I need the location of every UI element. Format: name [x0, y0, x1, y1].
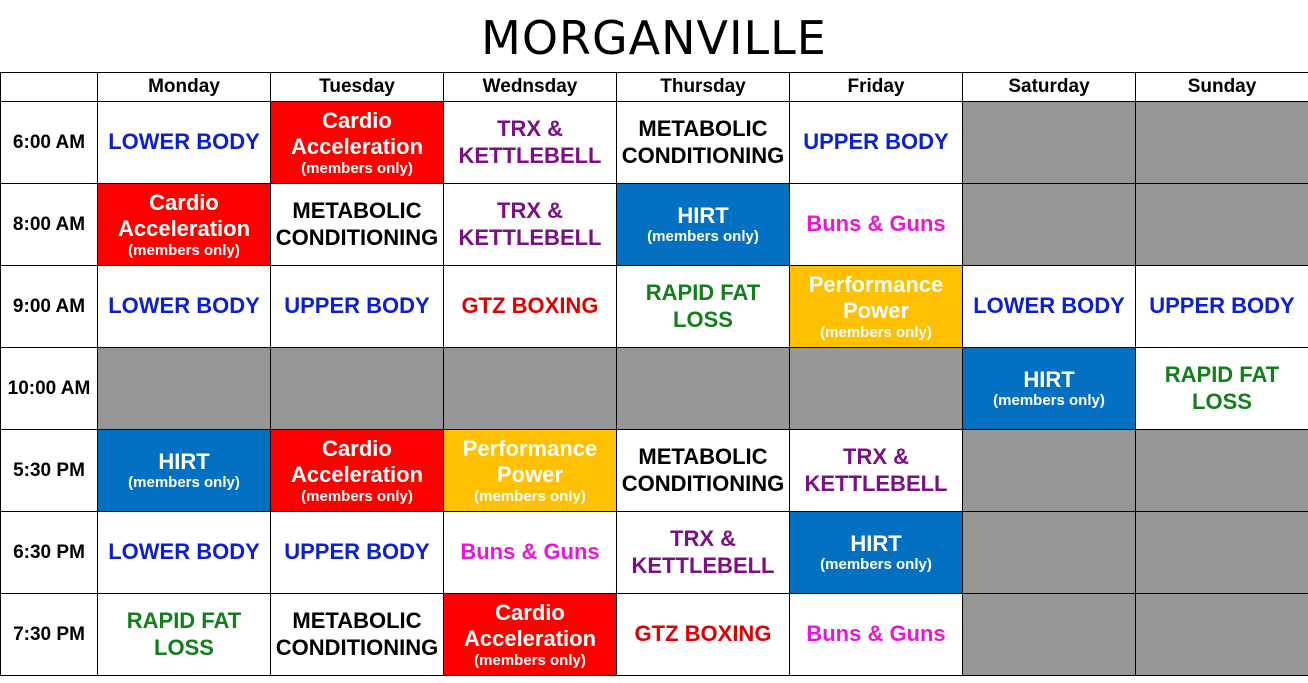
time-slot-row: [1, 102, 1308, 184]
class-cell-thursday: [617, 184, 790, 266]
members-only-note: (members only): [820, 556, 932, 574]
class-name: LOWER BODY: [973, 293, 1125, 319]
class-name: METABOLIC CONDITIONING: [275, 198, 439, 250]
members-only-note: (members only): [993, 392, 1105, 410]
class-name: RAPID FAT LOSS: [645, 280, 761, 332]
class-cell-thursday: [617, 266, 790, 348]
class-cell-monday: [98, 512, 271, 594]
class-name: TRX & KETTLEBELL: [804, 444, 948, 496]
class-cell-monday: [98, 430, 271, 512]
class-cell-wednesday: [444, 102, 617, 184]
class-cell-friday: [790, 594, 963, 676]
class-cell-friday: [790, 266, 963, 348]
day-header-monday: Monday: [98, 73, 271, 102]
empty-slot-sunday: [1136, 594, 1308, 676]
day-header-tuesday: Tuesday: [271, 73, 444, 102]
class-name: UPPER BODY: [284, 293, 430, 319]
empty-slot-saturday: [963, 512, 1136, 594]
class-cell-wednesday: [444, 512, 617, 594]
class-cell-monday: [98, 184, 271, 266]
class-name: METABOLIC CONDITIONING: [621, 116, 785, 168]
class-name: GTZ BOXING: [461, 293, 599, 319]
class-name: RAPID FAT LOSS: [1164, 362, 1280, 414]
class-cell-thursday: [617, 430, 790, 512]
class-cell-monday: [98, 594, 271, 676]
time-slot-row: [1, 430, 1308, 512]
day-header-friday: Friday: [790, 73, 963, 102]
members-only-note: (members only): [128, 241, 240, 259]
members-only-note: (members only): [474, 487, 586, 505]
empty-slot-monday: [98, 348, 271, 430]
class-name: LOWER BODY: [108, 539, 260, 565]
class-cell-monday: [98, 102, 271, 184]
page-title: MORGANVILLE: [481, 11, 827, 65]
class-cell-tuesday: [271, 594, 444, 676]
class-cell-tuesday: [271, 102, 444, 184]
class-name: Buns & Guns: [806, 621, 946, 647]
time-label: 9:00 AM: [1, 266, 98, 348]
class-name: UPPER BODY: [284, 539, 430, 565]
day-header-row: [1, 73, 1308, 102]
class-name: HIRT: [158, 449, 210, 475]
class-name: HIRT: [677, 203, 729, 229]
class-name: METABOLIC CONDITIONING: [621, 444, 785, 496]
time-label: 6:00 AM: [1, 102, 98, 184]
time-label: 5:30 PM: [1, 430, 98, 512]
empty-slot-tuesday: [271, 348, 444, 430]
time-label: 6:30 PM: [1, 512, 98, 594]
empty-slot-wednesday: [444, 348, 617, 430]
empty-slot-sunday: [1136, 512, 1308, 594]
class-name: HIRT: [1023, 367, 1075, 393]
class-cell-sunday: [1136, 266, 1308, 348]
members-only-note: (members only): [647, 228, 759, 246]
class-cell-tuesday: [271, 430, 444, 512]
class-cell-sunday: [1136, 348, 1308, 430]
class-cell-wednesday: [444, 594, 617, 676]
time-label: 10:00 AM: [1, 348, 98, 430]
members-only-note: (members only): [301, 159, 413, 177]
class-cell-thursday: [617, 594, 790, 676]
class-name: LOWER BODY: [108, 293, 260, 319]
class-name: Performance Power: [462, 435, 598, 488]
members-only-note: (members only): [301, 487, 413, 505]
class-name: LOWER BODY: [108, 129, 260, 155]
class-name: Cardio Acceleration: [117, 189, 251, 242]
class-cell-thursday: [617, 102, 790, 184]
class-name: TRX & KETTLEBELL: [458, 116, 602, 168]
class-name: TRX & KETTLEBELL: [458, 198, 602, 250]
class-name: UPPER BODY: [1149, 293, 1295, 319]
class-name: UPPER BODY: [803, 129, 949, 155]
class-name: HIRT: [850, 531, 902, 557]
time-slot-row: [1, 266, 1308, 348]
class-name: GTZ BOXING: [634, 621, 772, 647]
empty-slot-saturday: [963, 184, 1136, 266]
schedule-body: [1, 102, 1308, 676]
time-slot-row: [1, 184, 1308, 266]
class-cell-saturday: [963, 266, 1136, 348]
class-name: Performance Power: [808, 271, 944, 324]
class-cell-tuesday: [271, 512, 444, 594]
class-cell-thursday: [617, 512, 790, 594]
empty-slot-sunday: [1136, 102, 1308, 184]
empty-slot-saturday: [963, 102, 1136, 184]
empty-slot-sunday: [1136, 184, 1308, 266]
class-cell-saturday: [963, 348, 1136, 430]
class-cell-tuesday: [271, 266, 444, 348]
time-slot-row: [1, 512, 1308, 594]
class-name: Cardio Acceleration: [463, 599, 597, 652]
day-header-thursday: Thursday: [617, 73, 790, 102]
class-cell-wednesday: [444, 430, 617, 512]
empty-slot-saturday: [963, 430, 1136, 512]
class-cell-wednesday: [444, 266, 617, 348]
members-only-note: (members only): [128, 474, 240, 492]
day-header-wednesday: Wednsday: [444, 73, 617, 102]
empty-slot-sunday: [1136, 430, 1308, 512]
corner-cell: [1, 73, 98, 102]
class-name: Cardio Acceleration: [290, 435, 424, 488]
empty-slot-saturday: [963, 594, 1136, 676]
class-name: Cardio Acceleration: [290, 107, 424, 160]
schedule-table: [0, 72, 1308, 676]
time-slot-row: [1, 594, 1308, 676]
class-cell-tuesday: [271, 184, 444, 266]
class-cell-friday: [790, 512, 963, 594]
day-header-saturday: Saturday: [963, 73, 1136, 102]
class-name: TRX & KETTLEBELL: [631, 526, 775, 578]
members-only-note: (members only): [820, 323, 932, 341]
class-cell-wednesday: [444, 184, 617, 266]
class-cell-friday: [790, 184, 963, 266]
time-label: 7:30 PM: [1, 594, 98, 676]
class-cell-friday: [790, 102, 963, 184]
time-label: 8:00 AM: [1, 184, 98, 266]
empty-slot-thursday: [617, 348, 790, 430]
time-slot-row: [1, 348, 1308, 430]
class-name: Buns & Guns: [806, 211, 946, 237]
class-name: METABOLIC CONDITIONING: [275, 608, 439, 660]
class-name: RAPID FAT LOSS: [126, 608, 242, 660]
class-name: Buns & Guns: [460, 539, 600, 565]
empty-slot-friday: [790, 348, 963, 430]
day-header-sunday: Sunday: [1136, 73, 1308, 102]
class-cell-friday: [790, 430, 963, 512]
members-only-note: (members only): [474, 651, 586, 669]
class-cell-monday: [98, 266, 271, 348]
